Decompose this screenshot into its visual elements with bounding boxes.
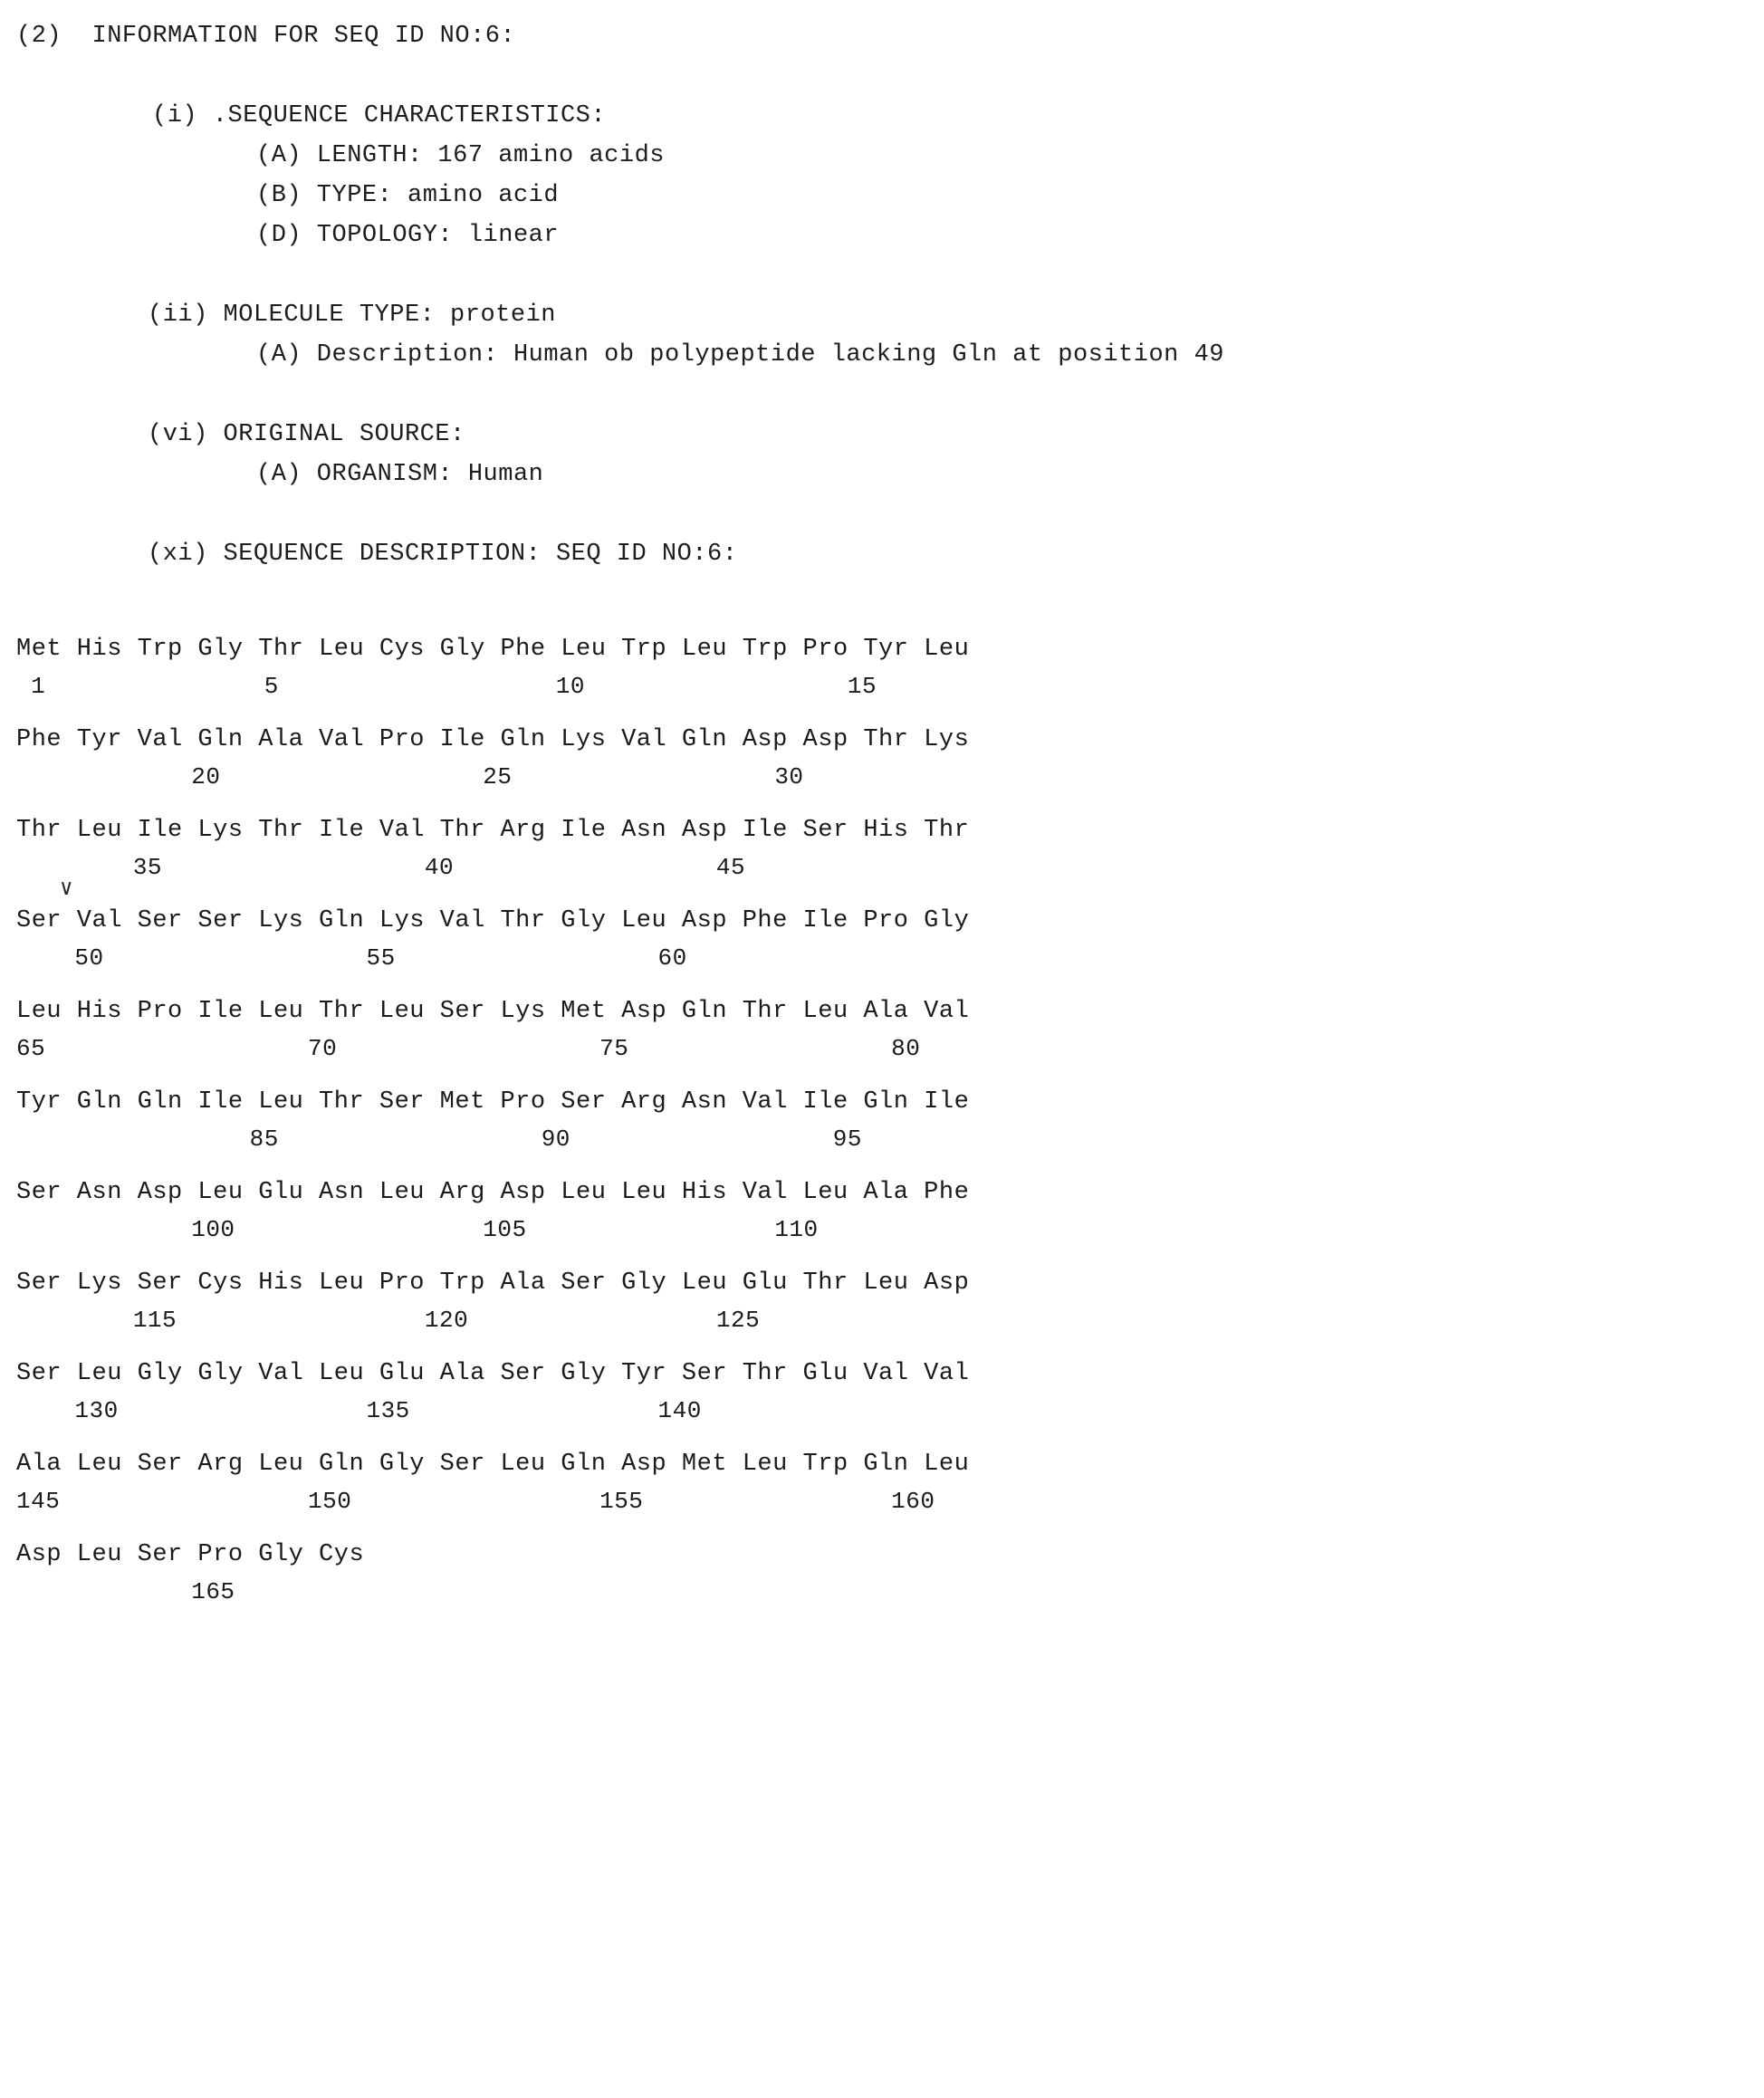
sequence-residues: Tyr Gln Gln Ile Leu Thr Ser Met Pro Ser Arg Asn Val Ile Gln Ile (16, 1088, 970, 1116)
spacer (16, 56, 1737, 96)
sequence-residues: Ser Val Ser Ser Lys Gln Lys Val Thr Gly Leu Asp Phe Ile Pro Gly (16, 907, 970, 934)
sequence-listing-document (16, 16, 1737, 1610)
sequence-numbering: 130 135 140 (16, 1397, 702, 1424)
sequence-numbering: 1 5 10 15 (16, 673, 877, 700)
sequence-block (16, 877, 1737, 976)
section-item-type: (B) TYPE: amino acid (256, 182, 560, 209)
sequence-residues: Thr Leu Ile Lys Thr Ile Val Thr Arg Ile Asn Asp Ile Ser His Thr (16, 817, 970, 844)
sequence-residues: Asp Leu Ser Pro Gly Cys (16, 1541, 365, 1568)
spacer (16, 574, 1737, 614)
caret-mark-icon: ∨ (60, 877, 73, 902)
section-item-topology: (D) TOPOLOGY: linear (256, 222, 560, 249)
sequence-residues: Met His Trp Gly Thr Leu Cys Gly Phe Leu Trp Leu Trp Pro Tyr Leu (16, 636, 970, 663)
spacer (16, 494, 1737, 534)
sequence-numbering: 35 40 45 (16, 854, 746, 881)
sequence-numbering: 65 70 75 80 (16, 1035, 921, 1062)
sequence-block (16, 1536, 1737, 1610)
sequence-block (16, 1264, 1737, 1338)
sequence-residues: Ser Leu Gly Gly Val Leu Glu Ala Ser Gly Tyr Ser Thr Glu Val Val (16, 1360, 970, 1387)
sequence-residues: Phe Tyr Val Gln Ala Val Pro Ile Gln Lys Val Gln Asp Asp Thr Lys (16, 726, 970, 753)
sequence-numbering: 100 105 110 (16, 1216, 819, 1243)
sequence-block (16, 1355, 1737, 1429)
spacer (16, 255, 1737, 295)
sequence-block (16, 811, 1737, 886)
section-header: (2) INFORMATION FOR SEQ ID NO:6: (16, 23, 516, 50)
section-item-length: (A) LENGTH: 167 amino acids (256, 142, 665, 169)
sequence-numbering: 115 120 125 (16, 1307, 761, 1334)
section-item-description: (A) Description: Human ob polypeptide lacking Gln at position 49 (256, 341, 1224, 369)
sequence-numbering: 85 90 95 (16, 1126, 862, 1153)
sequence-residues: Leu His Pro Ile Leu Thr Leu Ser Lys Met Asp Gln Thr Leu Ala Val (16, 998, 970, 1025)
spacer (16, 375, 1737, 415)
sequence-block (16, 992, 1737, 1067)
section-item-organism: (A) ORGANISM: Human (256, 461, 544, 488)
sequence-block (16, 1083, 1737, 1157)
section-title-molecule-type: (ii) MOLECULE TYPE: protein (148, 302, 556, 329)
sequence-numbering: 165 (16, 1578, 235, 1605)
sequence-residues: Ala Leu Ser Arg Leu Gln Gly Ser Leu Gln Asp Met Leu Trp Gln Leu (16, 1451, 970, 1478)
sequence-block (16, 721, 1737, 795)
sequence-residues: Ser Lys Ser Cys His Leu Pro Trp Ala Ser Gly Leu Glu Thr Leu Asp (16, 1269, 970, 1297)
sequence-residues: Ser Asn Asp Leu Glu Asn Leu Arg Asp Leu Leu His Val Leu Ala Phe (16, 1179, 970, 1206)
sequence-block (16, 630, 1737, 704)
section-title-sequence-description: (xi) SEQUENCE DESCRIPTION: SEQ ID NO:6: (148, 541, 738, 568)
sequence-block (16, 1174, 1737, 1248)
sequence-numbering: 50 55 60 (16, 944, 687, 972)
sequence-numbering: 145 150 155 160 (16, 1488, 935, 1515)
section-title-original-source: (vi) ORIGINAL SOURCE: (148, 421, 465, 448)
sequence-numbering: 20 25 30 (16, 763, 804, 790)
sequence-block (16, 1445, 1737, 1519)
section-title-sequence-characteristics: (i) .SEQUENCE CHARACTERISTICS: (152, 102, 607, 129)
